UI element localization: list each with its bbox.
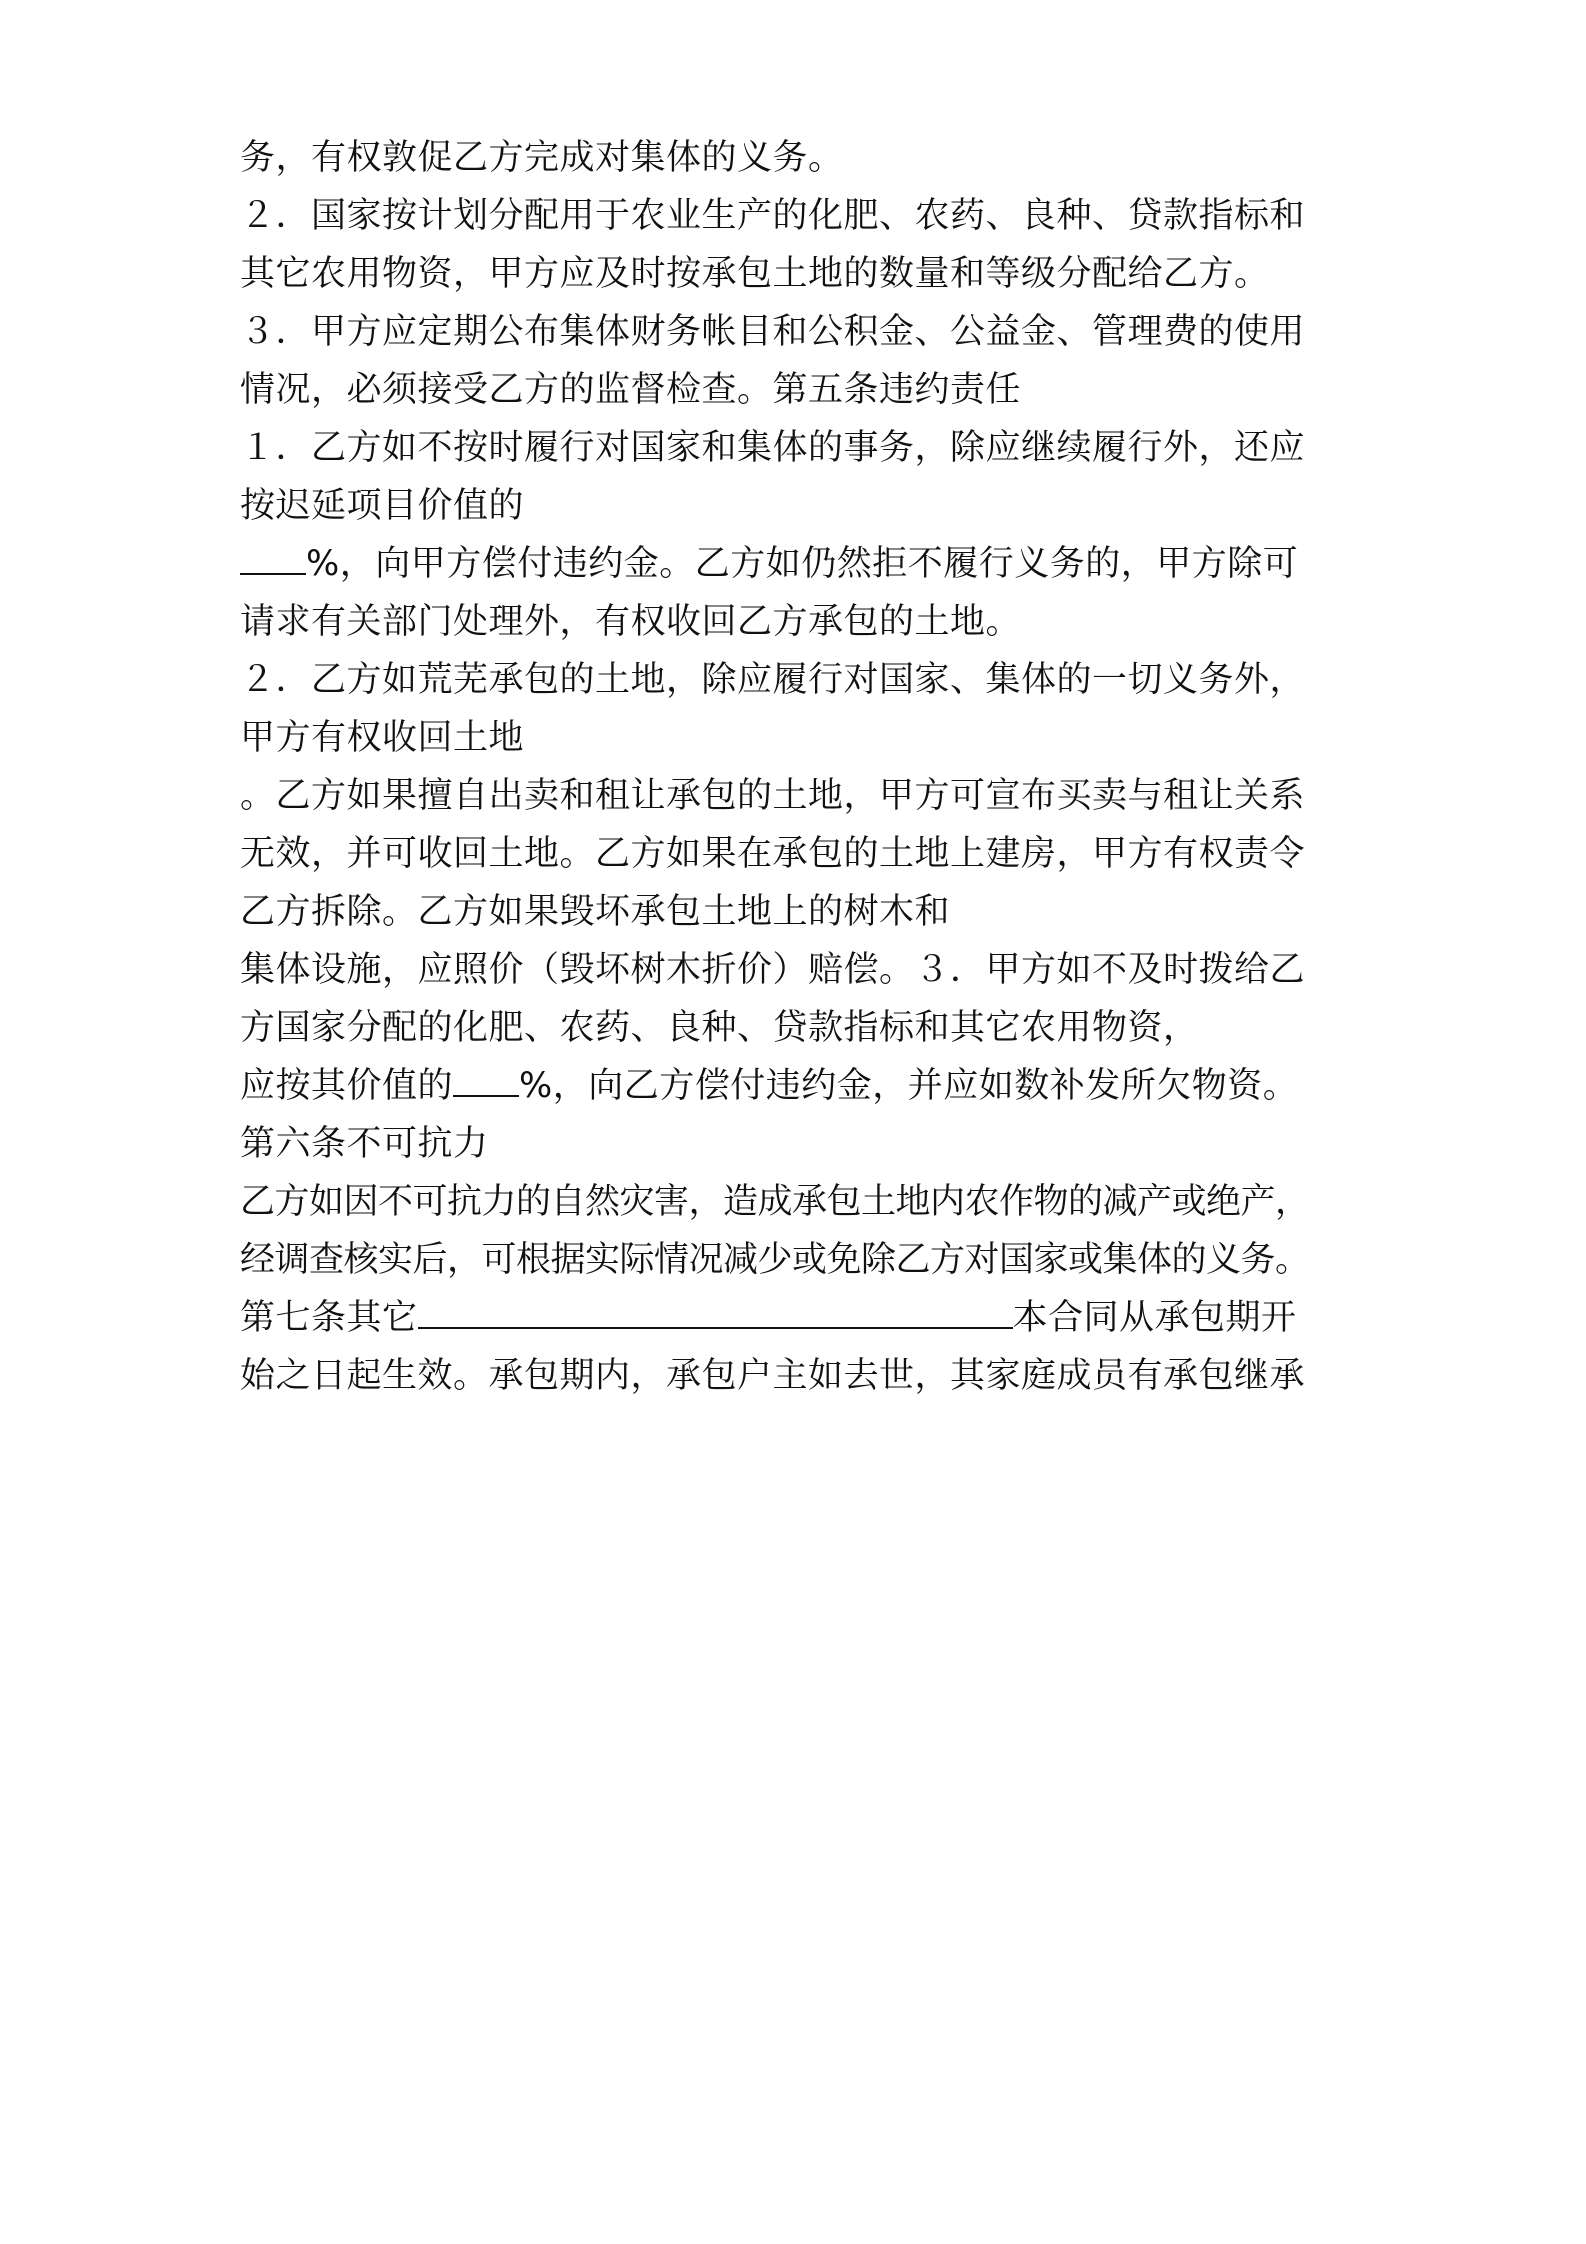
- text-segment: 本合同从承包期开: [1012, 1298, 1297, 1338]
- text-line: 甲方有权收回土地: [240, 718, 525, 758]
- text-line: ２．国家按计划分配用于农业生产的化肥、农药、良种、贷款指标和: [240, 196, 1306, 236]
- text-segment: 应按其价值的: [240, 1066, 454, 1106]
- fill-in-blank[interactable]: [240, 539, 306, 575]
- text-segment: 第七条其它: [240, 1298, 418, 1338]
- text-line: 乙方拆除。乙方如果毁坏承包土地上的树木和: [240, 892, 951, 932]
- text-line-with-blank: [240, 1061, 1298, 1111]
- text-line: 始之日起生效。承包期内，承包户主如去世，其家庭成员有承包继承: [240, 1356, 1306, 1396]
- fill-in-blank[interactable]: [418, 1293, 1013, 1329]
- text-line: 无效，并可收回土地。乙方如果在承包的土地上建房，甲方有权责令: [240, 834, 1306, 874]
- text-line: ３．甲方应定期公布集体财务帐目和公积金、公益金、管理费的使用: [240, 312, 1306, 352]
- text-line: 方国家分配的化肥、农药、良种、贷款指标和其它农用物资，: [240, 1008, 1199, 1048]
- text-line: 集体设施，应照价（毁坏树木折价）赔偿。３．甲方如不及时拨给乙: [240, 950, 1306, 990]
- text-line: ２．乙方如荒芜承包的土地，除应履行对国家、集体的一切义务外，: [240, 660, 1306, 700]
- text-segment: %，向乙方偿付违约金，并应如数补发所欠物资。: [519, 1066, 1299, 1106]
- text-line: 其它农用物资，甲方应及时按承包土地的数量和等级分配给乙方。: [240, 254, 1270, 294]
- text-segment: %，向甲方偿付违约金。乙方如仍然拒不履行义务的，甲方除可: [306, 544, 1299, 584]
- text-line: 请求有关部门处理外，有权收回乙方承包的土地。: [240, 602, 1022, 642]
- text-line: 务，有权敦促乙方完成对集体的义务。: [240, 138, 844, 178]
- text-line: 情况，必须接受乙方的监督检查。第五条违约责任: [240, 370, 1022, 410]
- text-line: 乙方如因不可抗力的自然灾害，造成承包土地内农作物的减产或绝产，: [240, 1182, 1310, 1222]
- fill-in-blank[interactable]: [453, 1061, 519, 1097]
- section-heading: 第六条不可抗力: [240, 1124, 489, 1164]
- text-line: 。乙方如果擅自出卖和租让承包的土地，甲方可宣布买卖与租让关系: [240, 776, 1306, 816]
- text-line: 经调查核实后，可根据实际情况减少或免除乙方对国家或集体的义务。: [240, 1240, 1310, 1280]
- text-line: １．乙方如不按时履行对国家和集体的事务，除应继续履行外，还应: [240, 428, 1306, 468]
- text-line: 按迟延项目价值的: [240, 486, 525, 526]
- text-line-with-blank: [240, 539, 1298, 589]
- text-line-with-blank: [240, 1293, 1297, 1343]
